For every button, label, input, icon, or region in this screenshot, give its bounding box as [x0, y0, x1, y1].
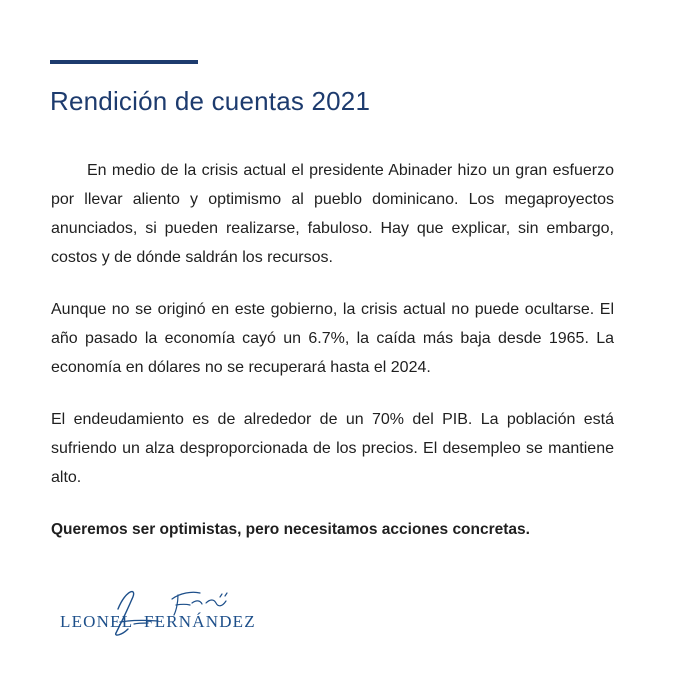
signature — [60, 585, 290, 645]
page-title: Rendición de cuentas 2021 — [50, 86, 371, 116]
paragraph: Aunque no se originó en este gobierno, la crisis actual no puede ocultarse. El año pasado la economía cayó un 6.7%, la caída más baja desde 1965. La economía en dólares no se recuperará hasta el 2024. — [51, 301, 614, 376]
paragraph: El endeudamiento es de alrededor de un 70% del PIB. La población está sufriendo un alza desproporcionada de los precios. El desempleo se mantiene alto. — [51, 411, 614, 486]
paragraph: En medio de la crisis actual el presidente Abinader hizo un gran esfuerzo por llevar aliento y optimismo al pueblo dominicano. Los megaproyectos anunciados, si pueden realizarse, fabuloso. Hay que explicar, sin embargo, costos y de dónde saldrán los recursos. — [51, 162, 614, 266]
accent-rule — [50, 60, 198, 64]
statement-body — [51, 156, 614, 567]
closing-statement: Queremos ser optimistas, pero necesitamos acciones concretas. — [51, 521, 530, 538]
signature-first-name: LEONEL — [60, 612, 134, 631]
signature-last-name: FERNÁNDEZ — [144, 612, 256, 631]
